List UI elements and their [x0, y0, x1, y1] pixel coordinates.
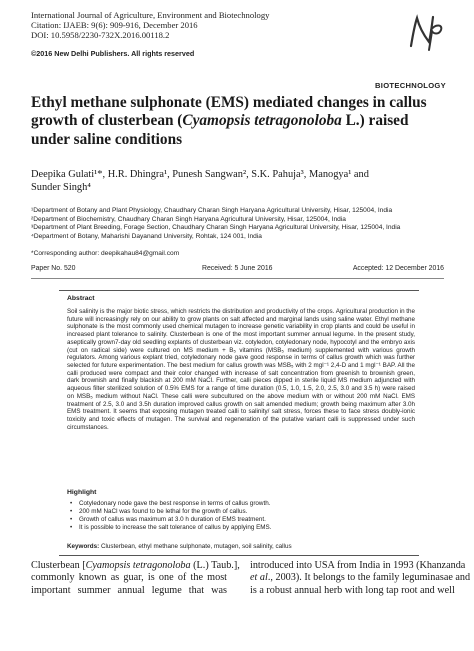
body-line: important summer annual legume that was [31, 584, 227, 596]
body-right-column [250, 560, 471, 597]
body-text: et al [250, 572, 268, 584]
body-left-column [31, 560, 240, 597]
author-list [31, 168, 451, 194]
title-line-3: under saline conditions [31, 130, 183, 148]
affiliation: ¹Department of Botany and Plant Physiology, Chaudhary Charan Singh Haryana Agricultural University, Hisar, 125004, India [31, 207, 393, 214]
title-line-1: Ethyl methane sulphonate (EMS) mediated changes in callus [31, 94, 427, 111]
affiliation: ²Department of Biochemistry, Chaudhary Charan Singh Haryana Agricultural University, Hisar, 125004, India [31, 215, 346, 223]
body-text: Clusterbean [ [31, 560, 86, 571]
corresponding-author: *Corresponding author: deepikahau84@gmail.com [31, 250, 180, 257]
article-title [31, 94, 451, 149]
section-label: BIOTECHNOLOGY [375, 81, 446, 90]
highlight-item: • 200 mM NaCl was found to be lethal for the growth of callus. [67, 508, 415, 516]
species-name: Cyamopsis tetragonoloba [182, 112, 342, 130]
species-name: Cyamopsis tetragonoloba [85, 560, 191, 571]
affiliations [31, 207, 461, 241]
affiliation: ³Department of Plant Breeding, Forage Section, Chaudhary Charan Singh Haryana Agricultural University, Hisar, 125004, India [31, 224, 401, 232]
keywords-label: Keywords: [67, 543, 100, 550]
journal-header [31, 10, 269, 40]
body-line: introduced into USA from India in 1993 (Khanzanda [250, 560, 466, 571]
highlight-list [67, 500, 415, 532]
doi: DOI: 10.5958/2230-732X.2016.00118.2 [31, 30, 170, 40]
title-line-2 [31, 112, 451, 130]
paper-number: Paper No. 520 [31, 265, 76, 272]
body-text: ., 2003). It belongs to the family leguminasae and [267, 572, 471, 584]
citation: Citation: IJAEB: 9(6): 909-916, December 2016 [31, 20, 198, 30]
divider [31, 278, 444, 279]
body-line [31, 560, 240, 572]
highlight-item: • Cotyledonary node gave the best response in terms of callus growth. [67, 500, 415, 508]
publisher-logo-icon [405, 12, 445, 52]
title-text: L.) raised [341, 112, 409, 130]
body-line: commonly known as guar, is one of the most [31, 572, 227, 584]
highlight-item: • It is possible to increase the salt tolerance of callus by applying EMS. [67, 524, 415, 532]
highlight-item: • Growth of callus was maximum at 3.0 h duration of EMS treatment. [67, 516, 415, 524]
copyright-notice: ©2016 New Delhi Publishers. All rights reserved [31, 49, 195, 58]
affiliation: ⁴Department of Botany, Maharishi Dayanand University, Rohtak, 124 001, India [31, 232, 262, 240]
body-line: is a robust annual herb with long tap root and well [250, 584, 455, 596]
journal-name: International Journal of Agriculture, Environment and Biotechnology [31, 10, 270, 20]
authors-line-2: Sunder Singh⁴ [31, 182, 91, 194]
accepted-date: Accepted: 12 December 2016 [352, 265, 444, 272]
authors-line-1: Deepika Gulati¹*, H.R. Dhingra¹, Punesh Sangwan², S.K. Pahuja³, Manogya¹ and [31, 169, 369, 180]
keywords [67, 543, 292, 550]
body-line [250, 572, 471, 584]
title-text: growth of clusterbean ( [31, 112, 183, 130]
abstract-text: Soil salinity is the major biotic stress, which restricts the distribution and productivity of the crops. Agricultural production in the future will increasingly rely on our ability to grow plants on salt affected and marginal lands using saline water. Ethyl methane sulphonate is the most commonly used chemical mutagen to increase genetic variability in crop plants and could be useful in increased plant tolerance to salinity. Clusterbean is one of the most important summer annual legume. In the present study, aseptically grown7-day old seedling explants of clusterbean viz. cotyledon, cotyledonary node, hypocotyl and the embryo axis (cut on radical side) were cultured on MS medium + B₅ vitamins (MSB₅ medium) supplemented with various growth regulators. Among various explant tried, cotyledonary node gave good response in terms of callus growth which was further selected for future experimentation. The best medium for callus growth was MSB₅ with 2 mgl⁻¹ 2,4-D and 1 mgl⁻¹ BAP. All the calli produced were compact and their color changed with increase of salt concentration from greenish to brownish green, dark brownish and finally blackish at 200 mM NaCl. Further, calli pieces dipped in sterile liquid MS medium adjuncted with aqueous filter sterilized solution of 0.5% EMS for a range of time duration (0.5, 1.0, 1.5, 2.0, 2.5, 3.0 and 3.5 h) were raised on MSB₅ medium without NaCl. These calli were subcultured on the above medium with or without 200 mM NaCl. EMS treatment of 2.5, 3.0 and 3.5h duration improved callus growth on salt amended medium; growth being maximum after 3.0h EMS treatment. It seems that exposing mutagen treated calli to salinity/ salt stress, forces these to face stress doubly-ionic toxicity and toxic effects of mutagen. The survival and regeneration of the putative variant calli is suppressed under such circumstances. [67, 308, 415, 431]
abstract-heading: Abstract [67, 295, 95, 302]
received-date: Received: 5 June 2016 [202, 265, 273, 272]
abstract-box [59, 290, 419, 556]
keywords-text: Clusterbean, ethyl methane sulphonate, mutagen, soil salinity, callus [99, 543, 292, 550]
body-text: (L.) Taub.], [190, 560, 240, 571]
highlight-heading: Highlight [67, 489, 97, 496]
